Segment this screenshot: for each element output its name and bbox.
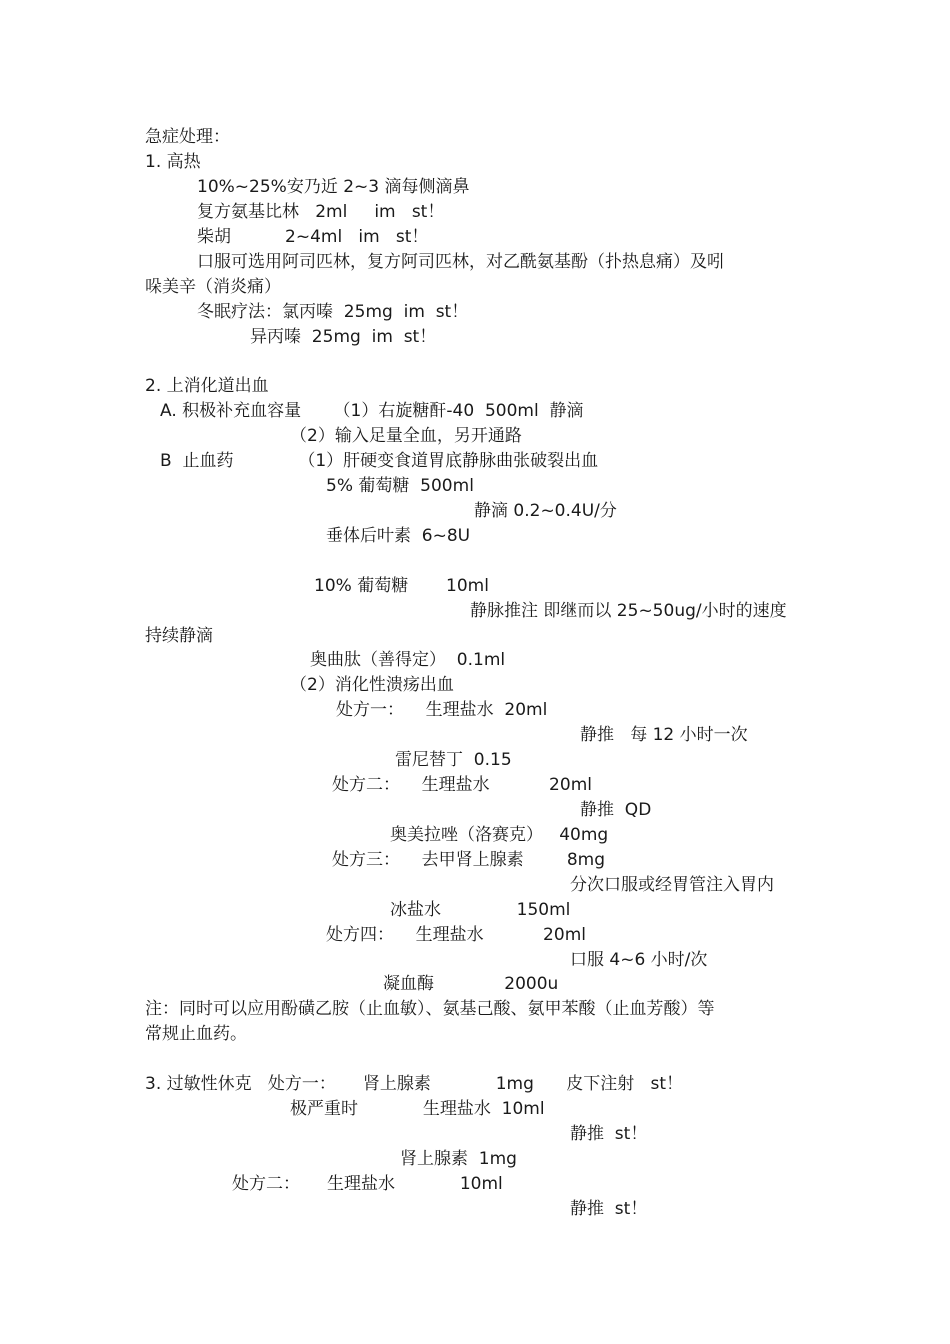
text-line: 5% 葡萄糖 500ml	[326, 476, 474, 496]
section-title: 1. 高热	[145, 152, 201, 172]
text-line: 奥美拉唑（洛赛克） 40mg	[390, 825, 609, 845]
text-line: 复方氨基比林 2ml im st！	[197, 202, 445, 222]
text-line: 凝血酶 2000u	[383, 974, 559, 994]
text-line: 异丙嗪 25mg im st！	[250, 327, 437, 347]
text-line: 静推 每 12 小时一次	[580, 725, 748, 745]
text-line: 静推 st！	[570, 1199, 648, 1219]
text-line: 静滴 0.2~0.4U/分	[474, 501, 617, 521]
text-line: 雷尼替丁 0.15	[395, 750, 512, 770]
text-line: 肾上腺素 1mg	[400, 1149, 517, 1169]
section-title: 2. 上消化道出血	[145, 376, 269, 396]
text-line: 静脉推注 即继而以 25~50ug/小时的速度	[470, 601, 787, 621]
text-line: 口服可选用阿司匹林，复方阿司匹林，对乙酰氨基酚（扑热息痛）及吲	[197, 252, 724, 272]
text-line: （2）消化性溃疡出血	[290, 675, 454, 695]
text-line: 持续静滴	[145, 626, 213, 646]
text-line: 哚美辛（消炎痛）	[145, 277, 281, 297]
text-line: 静推 st！	[570, 1124, 648, 1144]
text-line: 分次口服或经胃管注入胃内	[570, 875, 774, 895]
text-line: 处方二： 生理盐水 20ml	[332, 775, 592, 795]
text-line: 处方一： 生理盐水 20ml	[336, 700, 548, 720]
note-line: 常规止血药。	[145, 1024, 247, 1044]
text-line: 垂体后叶素 6~8U	[326, 526, 471, 546]
text-line: B 止血药 （1）肝硬变食道胃底静脉曲张破裂出血	[160, 451, 599, 471]
text-line: 口服 4~6 小时/次	[570, 950, 708, 970]
section-title: 3. 过敏性休克 处方一： 肾上腺素 1mg 皮下注射 st！	[145, 1074, 684, 1094]
text-line: 处方四： 生理盐水 20ml	[326, 925, 586, 945]
text-line: 处方二： 生理盐水 10ml	[232, 1174, 503, 1194]
text-line: A. 积极补充血容量 （1）右旋糖酐-40 500ml 静滴	[160, 401, 584, 421]
section-heading: 急症处理：	[145, 127, 230, 147]
text-line: 冰盐水 150ml	[390, 900, 571, 920]
text-line: 奥曲肽（善得定） 0.1ml	[310, 650, 506, 670]
text-line: （2）输入足量全血，另开通路	[290, 426, 522, 446]
text-line: 冬眠疗法：氯丙嗪 25mg im st！	[197, 302, 469, 322]
text-line: 处方三： 去甲肾上腺素 8mg	[332, 850, 606, 870]
text-line: 极严重时 生理盐水 10ml	[290, 1099, 545, 1119]
text-line: 10% 葡萄糖 10ml	[314, 576, 489, 596]
text-line: 静推 QD	[580, 800, 652, 820]
note-line: 注：同时可以应用酚磺乙胺（止血敏）、氨基己酸、氨甲苯酸（止血芳酸）等	[145, 999, 715, 1019]
text-line: 柴胡 2~4ml im st！	[197, 227, 429, 247]
text-line: 10%~25%安乃近 2~3 滴每侧滴鼻	[197, 177, 470, 197]
